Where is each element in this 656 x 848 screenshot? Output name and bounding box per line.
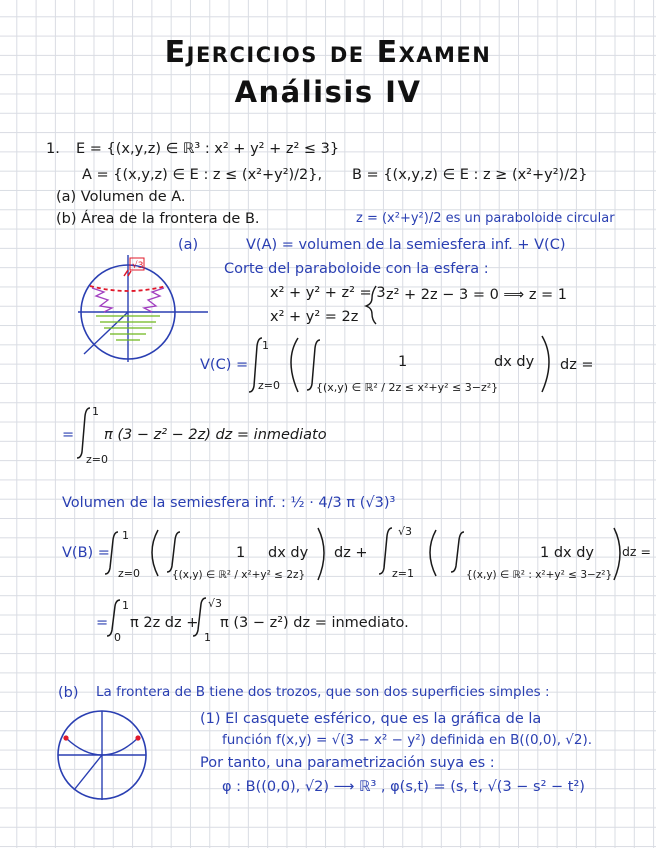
- vb-int2-upper: √3: [398, 525, 413, 538]
- vb-prefix: V(B) =: [62, 545, 110, 561]
- sqrt3-label: √3: [132, 261, 144, 271]
- vb-int1-dxdy: dx dy: [268, 545, 309, 561]
- sphere-sketch-2: [58, 711, 146, 800]
- vc-prefix: V(C) =: [200, 357, 249, 373]
- volume-A-decomposition: V(A) = volumen de la semiesfera inf. + V(C): [246, 237, 566, 253]
- cut-intro: Corte del paraboloide con la esfera :: [224, 261, 489, 277]
- sphere-sketch-1: [78, 255, 208, 362]
- solution-b-intro: La frontera de B tiene dos trozos, que son dos superficies simples :: [96, 684, 550, 700]
- paraboloid-note: z = (x²+y²)/2 es un paraboloide circular: [356, 211, 615, 226]
- vc-domain: {(x,y) ∈ ℝ² / 2z ≤ x²+y² ≤ 3−z²}: [316, 381, 499, 394]
- sphere2-y-axis: [74, 755, 102, 790]
- vb-line2-int1-upper: 1: [122, 599, 129, 612]
- vb-line2-int1-body: π 2z dz +: [130, 615, 199, 631]
- vc-integrand: 1: [398, 354, 408, 370]
- line2-integral-sign: [77, 408, 90, 458]
- semisphere-volume: Volumen de la semiesfera inf. : ½ · 4/3 π (√3)³: [62, 495, 396, 511]
- problem-number: 1.: [46, 141, 60, 157]
- set-A-definition: A = {(x,y,z) ∈ E : z ≤ (x²+y²)/2},: [82, 167, 323, 183]
- vc-inner-integral-sign: [307, 340, 320, 390]
- vb-int2-lower: z=1: [392, 567, 414, 580]
- vc-dz: dz =: [560, 357, 594, 373]
- part-b-statement: (b) Área de la frontera de B.: [56, 211, 260, 227]
- solution-b-item1-line3: Por tanto, una parametrización suya es :: [200, 755, 495, 771]
- vb-line2-int2-upper: √3: [208, 597, 223, 610]
- vb-int1-upper: 1: [122, 529, 129, 542]
- integral-line2-prefix: =: [62, 427, 75, 443]
- vb-int1-inner-sign: [167, 532, 180, 572]
- vc-left-paren: [291, 338, 298, 392]
- system-equation-2: x² + y² = 2z: [270, 309, 359, 325]
- vb-int2-right-paren: [614, 528, 620, 580]
- vc-lower-limit: z=0: [258, 379, 280, 392]
- solution-b-label: (b): [58, 685, 79, 701]
- vb-line2-int1-sign: [107, 600, 120, 636]
- vb-int2-left-paren: [430, 530, 436, 576]
- vb-int2-outer-sign: [379, 528, 392, 574]
- solution-a-label: (a): [178, 237, 199, 253]
- vc-right-paren: [542, 336, 549, 392]
- solution-b-item1-line2: función f(x,y) = √(3 − x² − y²) definida en B((0,0), √2).: [222, 732, 593, 748]
- system-equation-1: x² + y² + z² = 3: [270, 285, 386, 301]
- vb-line2-int1-lower: 0: [114, 631, 121, 644]
- vc-outer-integral-sign: [249, 338, 262, 392]
- vb-line2-int2-body: π (3 − z²) dz = inmediato.: [220, 615, 409, 631]
- vb-int2-integrand: 1 dx dy: [540, 545, 595, 561]
- vb-line2-int2-lower: 1: [204, 631, 211, 644]
- integral-line2-lower: z=0: [86, 453, 108, 466]
- vb-line2-prefix: =: [96, 615, 109, 631]
- vb-int1-lower: z=0: [118, 567, 140, 580]
- page-title-line1: Ejercicios de Examen: [164, 35, 492, 70]
- solution-b-item1-line1: (1) El casquete esférico, que es la gráfica de la: [200, 711, 542, 727]
- page-title-line2: Análisis IV: [234, 75, 422, 109]
- vb-int1-outer-sign: [105, 532, 118, 574]
- system-result: z² + 2z − 3 = 0 ⟹ z = 1: [386, 287, 568, 303]
- system-brace: [366, 286, 376, 324]
- vb-int2-inner-sign: [451, 532, 464, 572]
- vb-int1-domain: {(x,y) ∈ ℝ² / x²+y² ≤ 2z}: [172, 569, 306, 581]
- vb-int2-dz: dz =: [622, 544, 651, 559]
- vb-int1-integrand: 1: [236, 545, 246, 561]
- y-axis-line: [84, 312, 128, 354]
- integral-line2-body: π (3 − z² − 2z) dz = inmediato: [104, 427, 327, 443]
- sphere2-left-point: [63, 735, 68, 740]
- vb-int1-dz: dz +: [334, 545, 368, 561]
- set-B-definition: B = {(x,y,z) ∈ E : z ≥ (x²+y²)/2}: [352, 167, 588, 183]
- vb-line2-int2-sign: [193, 598, 206, 636]
- sphere2-right-point: [135, 735, 140, 740]
- vb-int1-right-paren: [318, 528, 324, 580]
- vb-int2-domain: {(x,y) ∈ ℝ² : x²+y² ≤ 3−z²}: [466, 569, 613, 581]
- solution-b-item1-line4: φ : B((0,0), √2) ⟶ ℝ³ , φ(s,t) = (s, t, √(3 − s² − t²): [222, 779, 585, 795]
- integral-line2-upper: 1: [92, 405, 99, 418]
- vc-upper-limit: 1: [262, 339, 269, 352]
- set-E-definition: E = {(x,y,z) ∈ ℝ³ : x² + y² + z² ≤ 3}: [76, 141, 340, 157]
- part-a-statement: (a) Volumen de A.: [56, 189, 186, 205]
- vc-dxdy: dx dy: [494, 354, 535, 370]
- vb-int1-left-paren: [152, 530, 158, 576]
